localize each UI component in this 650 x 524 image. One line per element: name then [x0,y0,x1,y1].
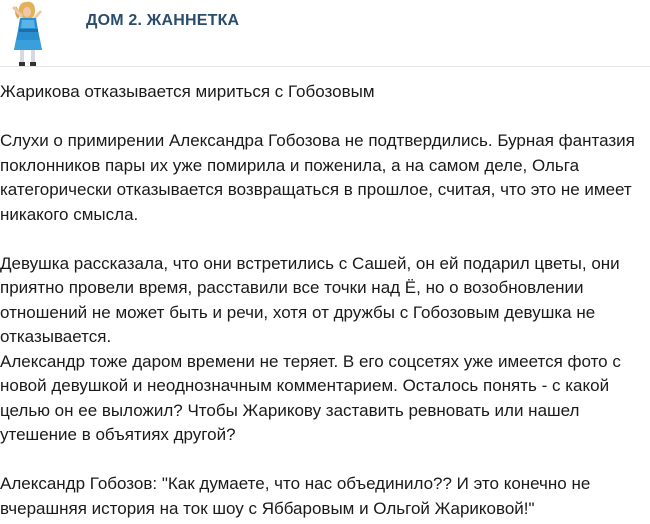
channel-avatar-icon[interactable] [2,0,58,66]
channel-header [0,0,650,67]
article-paragraph-4: Александр Гобозов: "Как думаете, что нас объединило?? И это конечно не вчерашняя история на ток шоу с Яббаровым и Ольгой Жариковой!" [0,474,591,518]
channel-name-link[interactable]: ДОМ 2. ЖАННЕТКА [86,12,240,29]
article-paragraph-2: Девушка рассказала, что они встретились с Сашей, он ей подарил цветы, они приятно провели время, расставили все точки над Ё, но о возобновлении отношений не может быть и речи, хотя от дружбы с Гобозовым девушка не отказывается. [0,253,620,346]
article-body [0,80,640,521]
article-title: Жарикова отказывается мириться с Гобозовым [0,82,375,101]
article-paragraph-1: Слухи о примирении Александра Гобозова не подтвердились. Бурная фантазия поклонников пары их уже помирила и поженила, а на самом деле, Ольга категорически отказывается возвращаться в прошлое, считая, что это не имеет никакого смысла. [0,131,635,224]
article-paragraph-3: Александр тоже даром времени не теряет. В его соцсетях уже имеется фото с новой девушкой и неоднозначным комментарием. Осталось понять - с какой целью он ее выложил? Чтобы Жарикову заставить ревновать или нашел утешение в объятиях другой? [0,351,621,444]
